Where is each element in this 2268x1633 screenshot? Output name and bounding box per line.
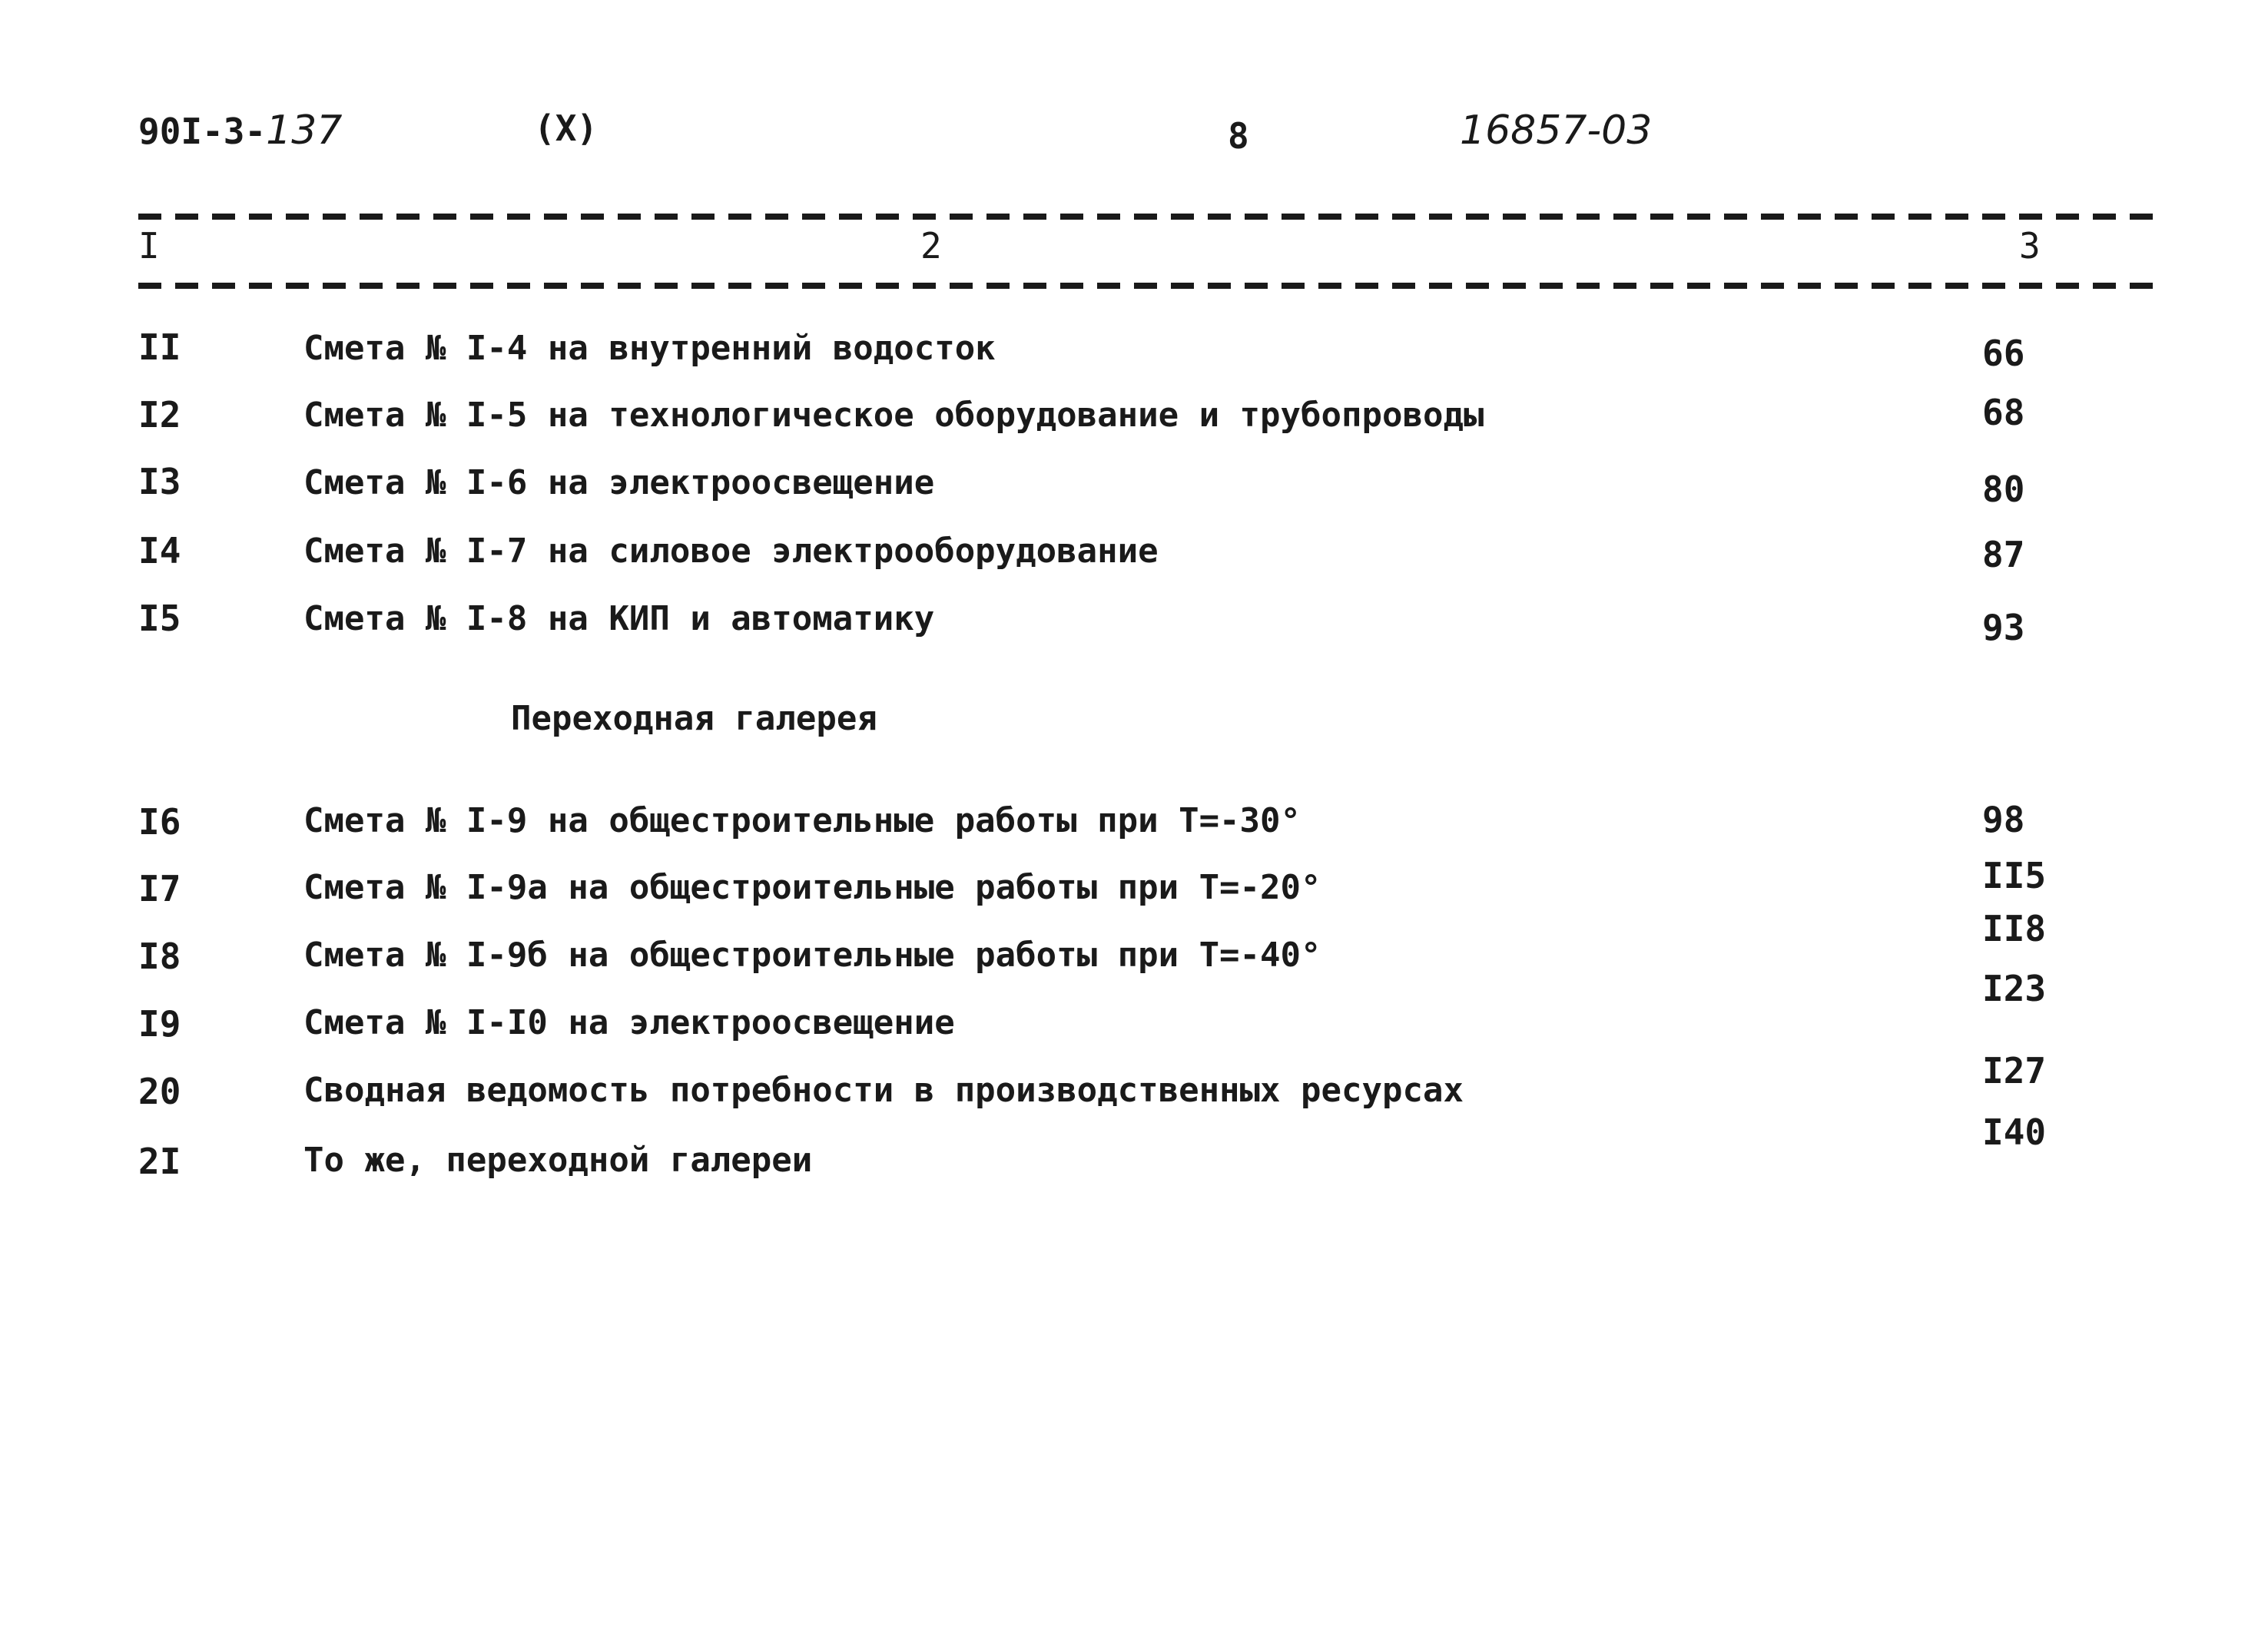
column-header-1: I <box>138 225 160 267</box>
row-page: 98 <box>1982 799 2025 840</box>
row-page: 87 <box>1982 534 2025 575</box>
row-text: Смета № I-8 на КИП и автоматику <box>303 599 935 638</box>
row-page: I40 <box>1982 1111 2047 1153</box>
row-number: 2I <box>138 1141 181 1182</box>
row-page: 68 <box>1982 392 2025 433</box>
row-number: I2 <box>138 394 181 436</box>
volume-label: (X) <box>534 108 598 149</box>
inventory-number: 16857-03 <box>1460 108 1653 154</box>
column-header-2: 2 <box>920 225 942 267</box>
row-page: 80 <box>1982 469 2025 510</box>
row-number: 20 <box>138 1071 181 1112</box>
row-page: I23 <box>1982 968 2047 1009</box>
row-text: Смета № I-6 на электроосвещение <box>303 463 935 502</box>
section-title: Переходная галерея <box>511 699 877 738</box>
row-text: Сводная ведомость потребности в производственных ресурсах <box>303 1071 1464 1110</box>
doc-code-handwritten: 137 <box>266 108 343 154</box>
row-page: II5 <box>1982 855 2047 896</box>
row-text: Смета № I-I0 на электроосвещение <box>303 1003 955 1042</box>
row-page: II8 <box>1982 908 2047 949</box>
row-text: Смета № I-4 на внутренний водосток <box>303 329 996 368</box>
row-text: Смета № I-9б на общестроительные работы при Т=-40° <box>303 936 1321 975</box>
row-page: 66 <box>1982 333 2025 374</box>
row-page: 93 <box>1982 607 2025 648</box>
row-text: Смета № I-5 на технологическое оборудование и трубопроводы <box>303 396 1484 435</box>
row-text: Смета № I-9а на общестроительные работы при Т=-20° <box>303 868 1321 907</box>
row-text: Смета № I-9 на общестроительные работы при Т=-30° <box>303 801 1301 840</box>
row-number: I9 <box>138 1003 181 1045</box>
doc-code-printed: 90I-3- <box>138 111 267 152</box>
row-text: Смета № I-7 на силовое электрооборудование <box>303 532 1159 571</box>
row-page: I27 <box>1982 1050 2047 1091</box>
row-number: I3 <box>138 461 181 502</box>
row-number: I4 <box>138 530 181 571</box>
header-bottom-rule <box>138 283 2167 289</box>
doc-code <box>138 108 342 154</box>
column-header-3: 3 <box>2019 225 2041 267</box>
row-text: То же, переходной галереи <box>303 1141 813 1180</box>
row-number: I7 <box>138 868 181 909</box>
row-number: II <box>138 326 181 368</box>
row-number: I6 <box>138 801 181 843</box>
header-top-rule <box>138 214 2167 220</box>
row-number: I8 <box>138 936 181 977</box>
page-number: 8 <box>1228 115 1249 157</box>
row-number: I5 <box>138 598 181 639</box>
